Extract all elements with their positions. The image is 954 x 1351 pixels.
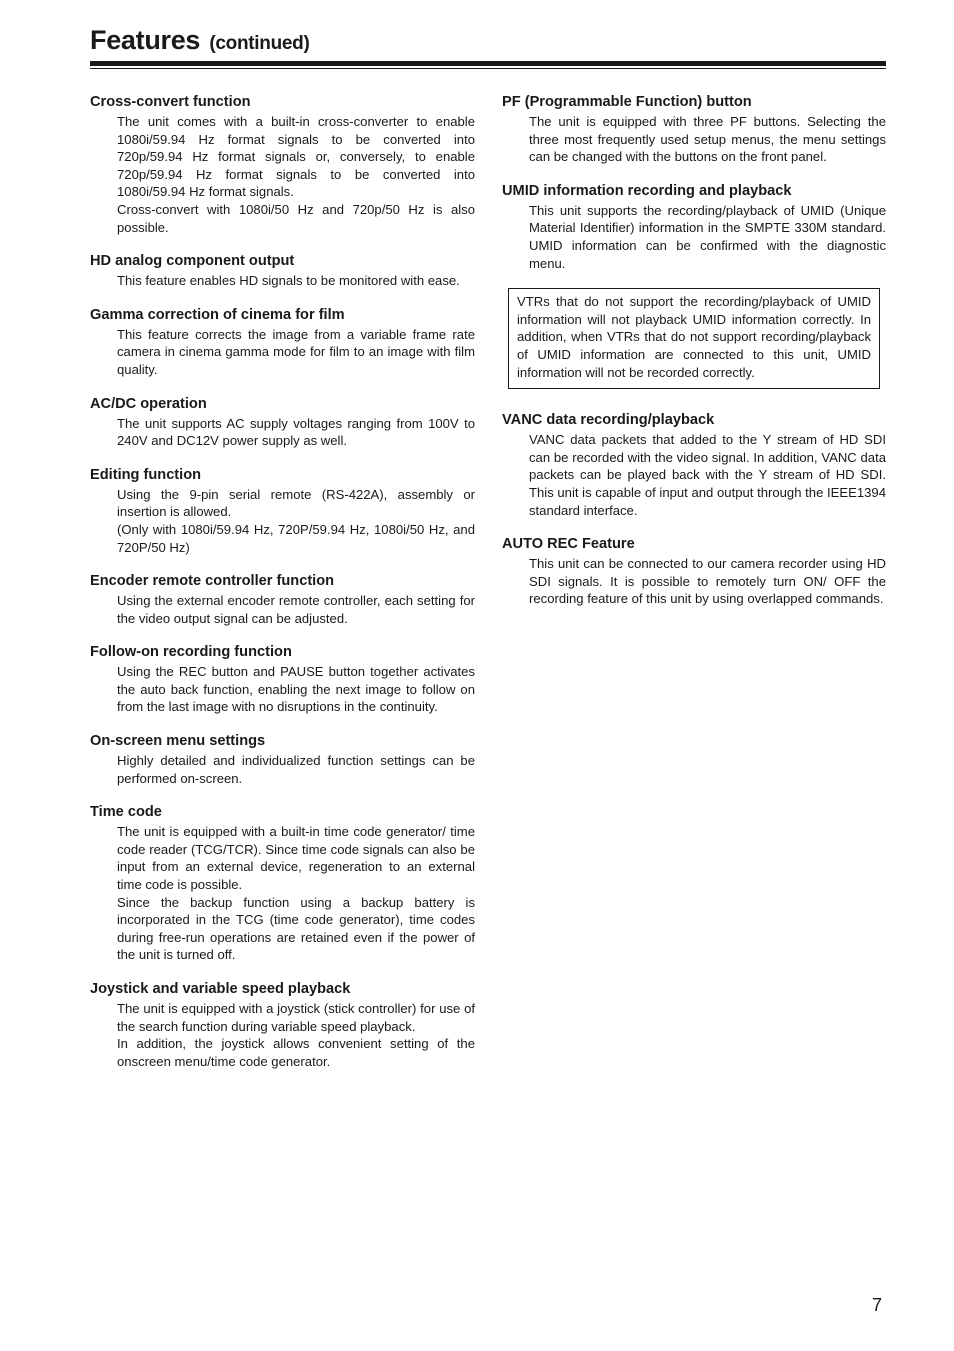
section-text: Since the backup function using a backup battery is incorporated in the TCG (time code generator), time codes during free-run operations are retained even if the power of the unit is turned off. xyxy=(117,894,475,963)
section-heading: Editing function xyxy=(90,466,202,483)
section-umid xyxy=(502,182,886,272)
section-heading: HD analog component output xyxy=(90,253,295,270)
section-text: Using the REC button and PAUSE button together activates the auto back function, enabling the next image to follow on from the last image with no disruptions in the continuity. xyxy=(117,664,475,715)
section-gamma xyxy=(90,306,475,379)
section-text: In addition, the joystick allows convenient setting of the onscreen menu/time code generator. xyxy=(117,1036,475,1069)
page-title-subtitle: (continued) xyxy=(209,33,310,54)
section-text: This unit supports the recording/playback of UMID (Unique Material Identifier) information in the SMPTE 330M standard. UMID information can be confirmed with the diagnostic menu. xyxy=(529,202,886,271)
section-heading: Gamma correction of cinema for film xyxy=(90,306,345,323)
section-text: The unit comes with a built-in cross-converter to enable 1080i/59.94 Hz format signals to be converted into 720p/59.94 Hz format signals or, conversely, to enable 720p/59.94 Hz format signals to be converted into 1080i/59.94 Hz format signals. xyxy=(117,114,475,200)
section-text: Using the 9-pin serial remote (RS-422A), assembly or insertion is allowed. xyxy=(117,486,475,520)
section-text: VANC data packets that added to the Y stream of HD SDI can be recorded with the video signal. In addition, VANC data packets can be played back with the Y stream of HD SDI. This unit is capable of input and output through the IEEE1394 standard interface. xyxy=(529,432,886,518)
section-text: Highly detailed and individualized function settings can be performed on-screen. xyxy=(117,753,475,786)
page-number: 7 xyxy=(872,1295,883,1315)
section-heading: AUTO REC Feature xyxy=(502,536,635,553)
section-heading: On-screen menu settings xyxy=(90,733,266,750)
page-title-main: Features xyxy=(90,25,201,55)
section-text: The unit supports AC supply voltages ranging from 100V to 240V and DC12V power supply as well. xyxy=(117,415,475,449)
section-text: Using the external encoder remote controller, each setting for the video output signal can be adjusted. xyxy=(117,593,475,626)
section-vanc xyxy=(502,411,886,519)
section-time-code xyxy=(90,803,475,964)
section-follow-on xyxy=(90,643,475,716)
section-heading: UMID information recording and playback xyxy=(502,182,792,199)
section-heading: Follow-on recording function xyxy=(90,644,292,661)
section-cross-convert xyxy=(90,93,475,236)
section-heading: Encoder remote controller function xyxy=(90,573,335,590)
section-heading: PF (Programmable Function) button xyxy=(502,94,752,110)
section-acdc xyxy=(90,395,475,450)
section-text: This feature enables HD signals to be monitored with ease. xyxy=(117,273,460,289)
section-heading: Joystick and variable speed playback xyxy=(90,981,351,997)
section-pf-button xyxy=(502,93,886,166)
section-text: The unit is equipped with a built-in time code generator/ time code reader (TCG/TCR). Since time code signals can also be input from an external device, regeneration to an external time code is possible. xyxy=(117,824,475,893)
page-title xyxy=(90,22,886,62)
right-column xyxy=(502,93,886,624)
section-text: (Only with 1080i/59.94 Hz, 720P/59.94 Hz, 1080i/50 Hz, and 720P/50 Hz) xyxy=(117,521,475,555)
section-encoder-remote xyxy=(90,572,475,627)
section-text: The unit is equipped with three PF buttons. Selecting the three most frequently used setup menus, the menu settings can be changed with the buttons on the front panel. xyxy=(529,114,886,165)
left-column xyxy=(90,93,475,1086)
section-heading: VANC data recording/playback xyxy=(502,412,715,429)
umid-note-box: VTRs that do not support the recording/playback of UMID information will not playback UMID information correctly. In addition, when VTRs that do not support recording/playback of UMID information are connected to this unit, UMID information will not be recorded correctly. xyxy=(508,288,880,389)
section-editing xyxy=(90,466,475,556)
section-text: This unit can be connected to our camera recorder using HD SDI signals. It is possible to remotely turn ON/ OFF the recording feature of this unit by using overlapped commands. xyxy=(529,556,886,607)
section-text: Cross-convert with 1080i/50 Hz and 720p/50 Hz is also possible. xyxy=(117,201,475,235)
section-auto-rec xyxy=(502,535,886,608)
section-heading: AC/DC operation xyxy=(90,395,207,412)
section-text: This feature corrects the image from a variable frame rate camera in cinema gamma mode for film to an image with film quality. xyxy=(117,326,475,377)
section-hd-analog xyxy=(90,252,475,290)
section-heading: Cross-convert function xyxy=(90,94,251,110)
section-heading: Time code xyxy=(90,804,162,821)
section-joystick xyxy=(90,980,475,1070)
section-onscreen-menu xyxy=(90,732,475,787)
section-text: The unit is equipped with a joystick (stick controller) for use of the search function during variable speed playback. xyxy=(117,1001,475,1034)
page-header xyxy=(90,22,886,62)
header-rule-thin xyxy=(90,68,886,69)
header-rule-thick xyxy=(90,61,886,66)
